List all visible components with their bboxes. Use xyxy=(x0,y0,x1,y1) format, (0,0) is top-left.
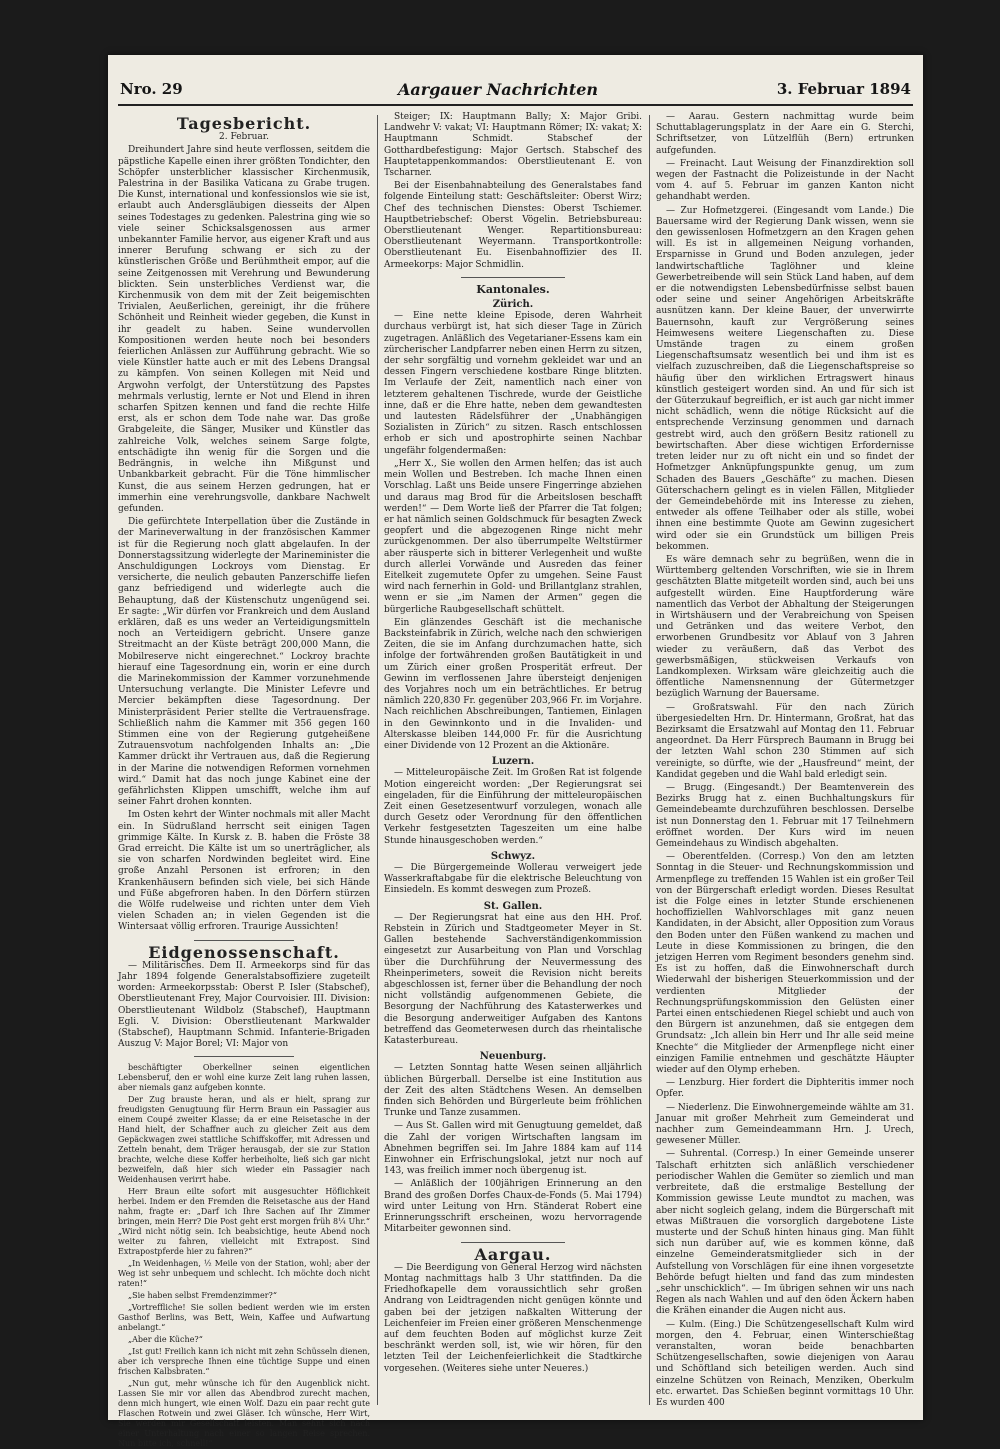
section-heading-kantonales: Kantonales. xyxy=(476,282,550,296)
canton-heading-schwyz: Schwyz. xyxy=(490,850,536,862)
article-paragraph: Die gefürchtete Interpellation über die Zustände in der Marineverwaltung in der französischen Kammer ist für die Regierung noch glatt abgelaufen. In der Donnerstagssitzung widerlegte der Marineminister die Anschuldigungen Lockroys vom Dienstag. Er versicherte, die neulich gebauten Panzerschiffe liefen ganz befriedigend und widerlegte auch die Behauptung, daß der Küstenschutz ungenügend sei. Er sagte: „Wir dürfen vor Frankreich und dem Ausland erklären, daß es uns weder an Verteidigungsmitteln noch an Verteidigern gebricht. Unsere ganze Streitmacht an der Küste beträgt 200,000 Mann, die Mobilreserve nicht eingerechnet.“ Lockroy brachte hierauf eine Tagesordnung ein, worin er eine durch die Marinekommission der Kammer vorzunehmende Untersuchung verlangte. Die Minister Lefevre und Mercier bekämpften diese Tagesordnung. Der Ministerpräsident Perier stellte die Vertrauensfrage. Schließlich nahm die Kammer mit 356 gegen 160 Stimmen eine von der Regierung gutgeheißene Zutrauensvotum nachfolgenden Inhalts an: „Die Kammer drückt ihr Vertrauen aus, daß die Regierung in der Marine die notwendigen Reformen vornehmen wird.“ Damit hat das noch junge Kabinet eine der gefährlichsten Klippen umschifft, welche ihm auf seiner Fahrt drohen konnten. xyxy=(118,517,370,808)
column-rule xyxy=(377,115,378,1405)
section-heading-aargau: Aargau. xyxy=(474,1244,552,1264)
feuilleton-paragraph: „Vortreffliche! Sie sollen bedient werden wie im ersten Gasthof Berlins, was Bett, Wein, Kaffee und Aufwartung anbelangt.“ xyxy=(118,1303,370,1333)
article-paragraph: — Suhrental. (Corresp.) In einer Gemeinde unserer Talschaft erhitzten sich anläßlich verschiedener periodischer Wahlen die Gemüter so ziemlich und man verbreitete, daß die erstmalige Bestellung der Kommission gewisse Leute mundtot zu machen, was aber nicht sogleich gelang, indem die Bürgerschaft mit etwas Mißtrauen die vorsorglich dargebotene Liste musterte und der Schuß hinten hinaus ging. Man fühlt sich nun darüber auf, wie es kommen könne, daß einzelne Gemeinderatsmitglieder sich in der Aufstellung von Vorschlägen für eine ihnen vorgesetzte Behörde befugt hielten und fand das zum mindesten „sehr unschicklich“. — Im übrigen sehnen wir uns nach Regen als nach Wahlen und auf den öden Äckern haben die Krähen einander die Augen nicht aus. xyxy=(656,1149,914,1317)
newspaper-page xyxy=(108,55,923,1449)
article-paragraph: „Herr X., Sie wollen den Armen helfen; das ist auch mein Wollen und Bestreben. Ich mache Ihnen einen Vorschlag. Laßt uns Beide unsere Fingerringe abziehen und daraus mag Brod für die Arbeitslosen beschafft werden!“ — Dem Worte ließ der Pfarrer die Tat folgen; er hat nämlich seinen Goldschmuck für besagten Zweck geopfert und die abgezogenen Ringe nicht mehr zurückgenommen. Der also überrumpelte Weltstürmer aber räusperte sich in bitterer Verlegenheit und wußte durch allerlei Vorwände und Ausreden das feiner Eitelkeit zugemutete Opfer zu umgehen. Seine Faust wird nach fernerhin in Gold- und Brillantglanz strahlen, wenn er sie „im Namen der Armen“ gegen die bürgerliche Raubgesellschaft schüttelt. xyxy=(384,458,642,615)
canton-heading-zurich: Zürich. xyxy=(492,299,534,311)
section-divider xyxy=(194,940,295,941)
article-paragraph: — Eine nette kleine Episode, deren Wahrheit durchaus verbürgt ist, hat sich dieser Tage in Zürich zugetragen. Anläßlich des Vegetarianer-Essens kam ein zürcherischer Landpfarrer neben einen Herrn zu sitzen, der sehr sorgfältig und vornehm gekleidet war und an dessen Fingern verschiedene kostbare Ringe blitzten. Im Verlaufe der Zeit, namentlich nach einer von letzterem gehaltenen Tischrede, wurde der Geistliche inne, daß er die Ehre hatte, neben dem gewandtesten und lautesten Rädelsführer der „Unabhängigen Sozialisten in Zürich“ zu sitzen. Rasch entschlossen erhob er sich und apostrophirte seinen Nachbar ungefähr folgendermaßen: xyxy=(384,311,642,456)
article-paragraph: — Mitteleuropäische Zeit. Im Großen Rat ist folgende Motion eingereicht worden: „Der Regierungsrat sei eingeladen, für die Einführung der mitteleuropäischen Zeit einen Gesetzesentwurf vorzulegen, wonach alle durch Gesetz oder Verordnung für den öffentlichen Verkehr festgesetzten Tageszeiten um eine halbe Stunde hinausgeschoben werden.“ xyxy=(384,768,642,846)
issue-number: Nro. 29 xyxy=(120,80,183,98)
section-divider xyxy=(461,1242,564,1243)
article-paragraph: — Militärisches. Dem II. Armeekorps sind für das Jahr 1894 folgende Generalstabsoffiziere zugeteilt worden: Armeekorpsstab: Oberst P. Isler (Stabschef), Oberstlieutenant Frey, Major Courvoisier. III. Division: Oberstlieutenant Wildbolz (Stabschef), Hauptmann Egli. V. Division: Oberstlieutenant Markwalder (Stabschef), Hauptmann Schmid. Infanterie-Brigaden Auszug V: Major Borel; VI: Major von xyxy=(118,960,370,1050)
feuilleton-paragraph: beschäftigter Oberkellner seinen eigentlichen Lebensberuf, den er wohl eine kurze Zeit lang ruhen lassen, aber niemals ganz aufgeben konnte. xyxy=(118,1063,370,1093)
article-paragraph: — Oberentfelden. (Corresp.) Von den am letzten Sonntag in die Steuer- und Rechnungskommission und Armenpflege zu treffenden 15 Wahlen ist ein großer Teil von der Bürgerschaft erledigt worden. Dieses Resultat ist die Folge eines in letzter Stunde erschienenen hochoffiziellen Wahlvorschlages mit ganz neuen Kandidaten, in der Absicht, aller Opposition zum Voraus den Boden unter den Füßen wankend zu machen und Leute in diese Kommissionen zu bringen, die den jetzigen Herren vom Regiment besonders genehm sind. Es ist zu hoffen, daß die Einwohnerschaft durch Wiederwahl der bisherigen Steuerkommission und der verdienten Mitglieder der Rechnungsprüfungskommission den Gelüsten einer Partei einen entschiedenen Riegel schiebt und auch von den Bürgern ist anzunehmen, daß sie entgegen dem Grundsatz: „Ich allein bin Herr und Ihr alle seid meine Knechte“ die Mitglieder der Armenpflege nicht einer einzigen Familie entnehmen und geschätzte Häupter wieder auf den Olymp erheben. xyxy=(656,852,914,1076)
article-paragraph: — Aarau. Gestern nachmittag wurde beim Schuttablagerungsplatz in der Aare ein G. Sterchi, Schriftsetzer, von Lützelflüh (Bern) ertrunken aufgefunden. xyxy=(656,112,914,156)
column-rule xyxy=(649,115,650,1405)
article-paragraph: Es wäre demnach sehr zu begrüßen, wenn die in Württemberg geltenden Vorschriften, wie sie in Ihrem geschätzten Blatte mitgeteilt worden sind, auch bei uns aufgestellt würden. Eine Hauptforderung wäre namentlich das Verbot der Abhaltung der Steigerungen in Wirtshäusern und der Verabreichung von Speisen und Getränken und das weitere Verbot, den erworbenen Grundbesitz vor Ablauf von 3 Jahren wieder zu veräußern, daß das Verbot des gewerbsmäßigen, stückweisen Verkaufs von Landkomplexen. Wirksam wäre gleichzeitig auch die öffentliche Namensnennung der Gütermetzger bezüglich Warnung der Bauersame. xyxy=(656,554,914,700)
article-paragraph: — Zur Hofmetzgerei. (Eingesandt vom Lande.) Die Bauersame wird der Regierung Dank wissen, wenn sie den gewissenlosen Hofmetzgern an den Kragen gehen will. Es ist in allgemeinen Neigung vorhanden, Ersparnisse in Grund und Boden anzulegen, jeder landwirtschaftliche Taglöhner und kleine Gewerbetreibende will sein Stück Land haben, auf dem er die notwendigsten Lebensbedürfnisse selbst bauen oder seine und seiner Angehörigen Arbeitskräfte ausnützen kann. Der kleine Bauer, der unverwirrte Bauernsohn, kauft zur Vergrößerung seines Heimwesens weitere Liegenschaften zu. Diese Umstände tragen zu einem großen Liegenschaftsumsatz wesentlich bei und ihm ist es vielfach zuzuschreiben, daß die Liegenschaftspreise so häufig über den wirklichen Ertragswert hinaus künstlich gesteigert worden sind. An und für sich ist der Güterzukauf begreiflich, er ist auch gar nicht immer nicht schädlich, wenn die nötige Rücksicht auf die entsprechende Verzinsung genommen und darnach gestrebt wird, auch den größern Besitz rationell zu bewirtschaften. Aber diese wichtigen Erfordernisse treten leider nur zu oft nicht ein und so findet der Hofmetzger Anknüpfungspunkte genug, um zum Schaden des Bauers „Geschäfte“ zu machen. Diesen Güterschachern gelingt es in vielen Fällen, Mitglieder der Gemeindebehörde mit ins Interesse zu ziehen, entweder als offene Teilhaber oder als stille, wobei ihnen eine bestimmte Quote am Gewinn zugesichert wird oder sie ein Grundstück um billigen Preis bekommen. xyxy=(656,205,914,552)
article-paragraph: Im Osten kehrt der Winter nochmals mit aller Macht ein. In Südrußland herrscht seit einigen Tagen grimmige Kälte. In Kursk z. B. haben die Fröste 38 Grad erreicht. Die Kälte ist um so unerträglicher, als sie von scharfen Nordwinden begleitet wird. Eine große Anzahl Personen ist erfroren; in den Krankenhäusern befinden sich viele, bei sich Hände und Füße abgefroren haben. In den Dörfern stürzen die Wölfe rudelweise und richten unter dem Vieh vielen Schaden an; in vielen Gegenden ist die Wintersaat völlig erfroren. Traurige Aussichten! xyxy=(118,810,370,933)
article-paragraph: — Großratswahl. Für den nach Zürich übergesiedelten Hrn. Dr. Hintermann, Großrat, hat das Bezirksamt die Ersatzwahl auf Montag den 11. Februar angeordnet. Da Herr Fürsprech Baumann in Brugg bei der letzten Wahl schon 230 Stimmen auf sich vereinigte, so dürfte, wie der „Hausfreund“ meint, der Kandidat gegeben und die Wahl bald erledigt sein. xyxy=(656,702,914,780)
feuilleton-divider xyxy=(194,1056,295,1057)
article-paragraph: — Freinacht. Laut Weisung der Finanzdirektion soll wegen der Fastnacht die Polizeistunde in der Nacht vom 4. auf 5. Februar im ganzen Kanton nicht gehandhabt werden. xyxy=(656,158,914,203)
newspaper-title: Aargauer Nachrichten xyxy=(398,80,599,99)
article-paragraph: — Letzten Sonntag hatte Wesen seinen alljährlich üblichen Bürgerball. Derselbe ist eine Institution aus der Zeit des alten Städtchens Wesen. An demselben finden sich Behörden und Bürgerleute beim fröhlichen Trunke und Tanze zusammen. xyxy=(384,1063,642,1119)
article-paragraph: Dreihundert Jahre sind heute verflossen, seitdem die päpstliche Kapelle einen ihrer größten Tondichter, den Schöpfer unsterblicher klassischer Kirchenmusik, Palestrina in der Basilika Vaticana zu Grabe trugen. Die Kunst, international und konfessionslos wie sie ist, erlaubt auch Andersgläubigen diesseits der Alpen seines Todestages zu gedenken. Palestrina ging wie so viele seiner Schicksalsgenossen aus armer unbekannter Familie hervor, aus eigener Kraft und aus innerer Berufung schwang er sich zu der künstlerischen Größe und Berühmtheit empor, auf die seine Zeitgenossen mit Verehrung und Bewunderung blickten. Sein unsterbliches Verdienst war, die Kirchenmusik von dem mit der Zeit beigemischten Trivialen, Aeußerlichen, gereinigt, ihr die frühere Schönheit und Reinheit wieder gegeben, die Kunst in ihr geadelt zu haben. Seine wundervollen Kompositionen werden heute noch bei besonders feierlichen Anlässen zur Aufführung gebracht. Wie so viele Künstler hatte auch er mit des Lebens Drangsal zu kämpfen. Von seinen Kollegen mit Neid und Argwohn verfolgt, der Unterstützung des Papstes mehrmals verlustig, lernte er Not und Elend in ihren scharfen Spitzen kennen und fand die rechte Hilfe erst, als er schon dem Tode nahe war. Das große Grabgeleite, die Sänger, Musiker und Künstler das zahlreiche Volk, welches seinem Sarge folgte, entschädigte ihn wenig für die Sorgen und die Bedrängnis, in welche ihn Mißgunst und Unbankbarkeit gebracht. Für die Töne himmlischer Kunst, die aus seinem Herzen gedrungen, hat er immerhin eine verehrungsvolle, dankbare Nachwelt gefunden. xyxy=(118,145,370,514)
feuilleton-paragraph: „Ist gut! Freilich kann ich nicht mit zehn Schüsseln dienen, aber ich verspreche Ihnen eine tüchtige Suppe und einen frischen Kalbsbraten.“ xyxy=(118,1347,370,1377)
section-heading-tagesbericht: Tagesbericht. xyxy=(176,114,312,133)
column-1 xyxy=(118,112,370,1449)
article-paragraph: Steiger; IX: Hauptmann Bally; X: Major Gribi. Landwehr V: vakat; VI: Hauptmann Römer; IX: vakat; X: Hauptmann Schmidt. Stabschef der Gotthardbefestigung: Major Gertsch. Stabschef des Hauptetappenkommandos: Oberstlieutenant E. von Tscharner. xyxy=(384,112,642,179)
article-paragraph: — Niederlenz. Die Einwohnergemeinde wählte am 31. Januar mit großer Mehrheit zum Gemeinderat und nachher zum Gemeindeammann Hrn. J. Urech, gewesener Müller. xyxy=(656,1102,914,1147)
article-paragraph: — Brugg. (Eingesandt.) Der Beamtenverein des Bezirks Brugg hat z. einen Buchhaltungskurs für Gemeindebeamte durchzuführen beschlossen. Derselbe ist nun Donnerstag den 1. Februar mit 17 Teilnehmern eröffnet worden. Der Kurs wird im neuen Gemeindehaus zu Windisch abgehalten. xyxy=(656,782,914,849)
article-paragraph: — Der Regierungsrat hat eine aus den HH. Prof. Rebstein in Zürich und Stadtgeometer Meyer in St. Gallen bestehende Sachverständigenkommission eingesetzt zur Ausarbeitung von Plan und Vorschlag über die Durchführung der Neuvermessung des Rheinperimeters, soweit die Revision nicht bereits abgeschlossen ist, ferner über die Behandlung der noch nicht vollständig aufgenommenen Gebiete, die Besorgung der Nachführung des Katasterwerkes und die Besorgung anderweitiger Aufgaben des Kantons betreffend das Geometerwesen durch das rheintalische Katasterbureau. xyxy=(384,912,642,1047)
article-paragraph: Ein glänzendes Geschäft ist die mechanische Backsteinfabrik in Zürich, welche nach den schwierigen Zeiten, die sie im Anfang durchzumachen hatte, sich infolge der fortwährenden großen Bautätigkeit in und um Zürich einer großen Prosperität erfreut. Der Gewinn im verflossenen Jahre übersteigt denjenigen des Vorjahres noch um ein beträchtliches. Er betrug nämlich 220,830 Fr. gegenüber 203,966 Fr. im Vorjahre. Nach reichlichen Abschreibungen, Tantiemen, Einlagen in den Gewinnkonto und in die Invaliden- und Alterskasse bleiben 144,000 Fr. für die Ausrichtung einer Dividende von 12 Prozent an die Aktionäre. xyxy=(384,617,642,751)
feuilleton-paragraph: „Sie haben selbst Fremdenzimmer?“ xyxy=(128,1291,277,1301)
canton-heading-stgallen: St. Gallen. xyxy=(483,900,543,912)
feuilleton-paragraph: „In Weidenhagen, ½ Meile von der Station, wohl; aber der Weg ist sehr unbequem und schlecht. Ich möchte doch nicht raten!“ xyxy=(118,1259,370,1289)
section-heading-eidgenossenschaft: Eidgenossenschaft. xyxy=(148,942,340,962)
feuilleton-paragraph: „Aber die Küche?“ xyxy=(128,1335,203,1345)
article-paragraph: — Kulm. (Eing.) Die Schützengesellschaft Kulm wird morgen, den 4. Februar, einen Winterschießtag veranstalten, woran beide benachbarten Schützengesellschaften, sowie diejenigen von Aarau und Schöftland sich beteiligen werden. Auch sind einzelne Schützen von Reinach, Menziken, Oberkulm etc. erwartet. Das Schießen beginnt vormittags 10 Uhr. Es wurden 400 xyxy=(656,1319,914,1408)
feuilleton-paragraph: Herr Braun eilte sofort mit ausgesuchter Höflichkeit herbei. Indem er den Fremden die Reisetasche aus der Hand nahm, fragte er: „Darf ich Ihre Sachen auf Ihr Zimmer bringen, mein Herr? Die Post geht erst morgen früh 8¼ Uhr.“ „Wird nicht nötig sein. Ich beabsichtige, heute Abend noch weiter zu fahren, vielleicht mit Extrapost. Sind Extrapostpferde hier zu fahren?“ xyxy=(118,1187,370,1257)
issue-date: 3. Februar 1894 xyxy=(776,80,911,98)
section-divider xyxy=(461,277,564,278)
article-paragraph: — Anläßlich der 100jährigen Erinnerung an den Brand des großen Dorfes Chaux-de-Fonds (5. Mai 1794) wird unter Leitung von Hrn. Ständerat Robert eine Erinnerungsschrift erscheinen, wozu hervorragende Mitarbeiter gewonnen sind. xyxy=(384,1179,642,1235)
article-paragraph: Bei der Eisenbahnabteilung des Generalstabes fand folgende Einteilung statt: Geschäftsleiter: Oberst Wirz; Chef des technischen Dienstes: Oberst Tschiemer. Hauptbetriebschef: Oberst Vögelin. Betriebsbureau: Oberstlieutenant Wenger. Repartitionsbureau: Oberstlieutenant Weyermann. Transportkontrolle: Oberstlieutenant Eu. Eisenbahnoffizier des II. Armeekorps: Major Schmidlin. xyxy=(384,181,642,270)
dateline: 2. Februar. xyxy=(219,132,269,143)
feuilleton-paragraph: „Nun gut, mehr wünsche ich für den Augenblick nicht. Lassen Sie mir vor allen das Abendbrod zurecht machen, denn mich hungert, wie einen Wolf. Dazu ein paar recht gute Flaschen Rotwein und zwei Gläser. Ich wünsche, Herr Wirt, Sie werden mir Gesellschaft leisten. Man sehnt sich nach einer Unterhaltung nach einer so langen Reise sprechen. Nun bitte ich, schnell!“ xyxy=(118,1379,370,1449)
column-2 xyxy=(384,112,642,1412)
feuilleton-paragraph: Der Zug brauste heran, und als er hielt, sprang zur freudigsten Genugtuung für Herrn Braun ein Passagier aus einem Coupé zweiter Klasse; da er eine Reisetasche in der Hand hielt, der Schaffner auch zu gleicher Zeit aus dem Gepäckwagen zwei stattliche Schiffskoffer, mit Adressen und Zetteln benaht, dem Träger herausgab, der sie zur Station brachte, welche diese Koffer herbeiholte, ließ sich gar nicht bezweifeln, daß hier sich wieder ein Passagier nach Weidenhausen verirrt habe. xyxy=(118,1095,370,1185)
article-paragraph: — Die Bürgergemeinde Wollerau verweigert jede Wasserkraftabgabe für die elektrische Beleuchtung von Einsiedeln. Es kommt deswegen zum Prozeß. xyxy=(384,863,642,896)
masthead xyxy=(118,78,913,106)
article-paragraph: — Aus St. Gallen wird mit Genugtuung gemeldet, daß die Zahl der vorigen Wirtschaften langsam im Abnehmen begriffen sei. Im Jahre 1884 kam auf 114 Einwohner ein Erfrischungslokal, jetzt nur noch auf 143, was freilich immer noch übergenug ist. xyxy=(384,1121,642,1177)
column-3 xyxy=(656,112,914,1412)
canton-heading-neuenburg: Neuenburg. xyxy=(479,1051,547,1063)
canton-heading-luzern: Luzern. xyxy=(491,756,535,768)
article-paragraph: — Lenzburg. Hier fordert die Diphteritis immer noch Opfer. xyxy=(656,1078,914,1100)
article-paragraph: — Die Beerdigung von General Herzog wird nächsten Montag nachmittags halb 3 Uhr stattfinden. Da die Friedhofkapelle dem voraussichtlich sehr großen Andrang von Leidtragenden nicht genügen könnte und gaben bei der jetzigen naßkalten Witterung der Leichenfeier im Freien einer größeren Menschenmenge auf dem feuchten Boden auf möglichst kurze Zeit beschränkt werden soll, ist, wie wir hören, für den letzten Teil der Leichenfeierlichkeit die Stadtkirche vorgesehen. (Weiteres siehe unter Neueres.) xyxy=(384,1262,642,1374)
